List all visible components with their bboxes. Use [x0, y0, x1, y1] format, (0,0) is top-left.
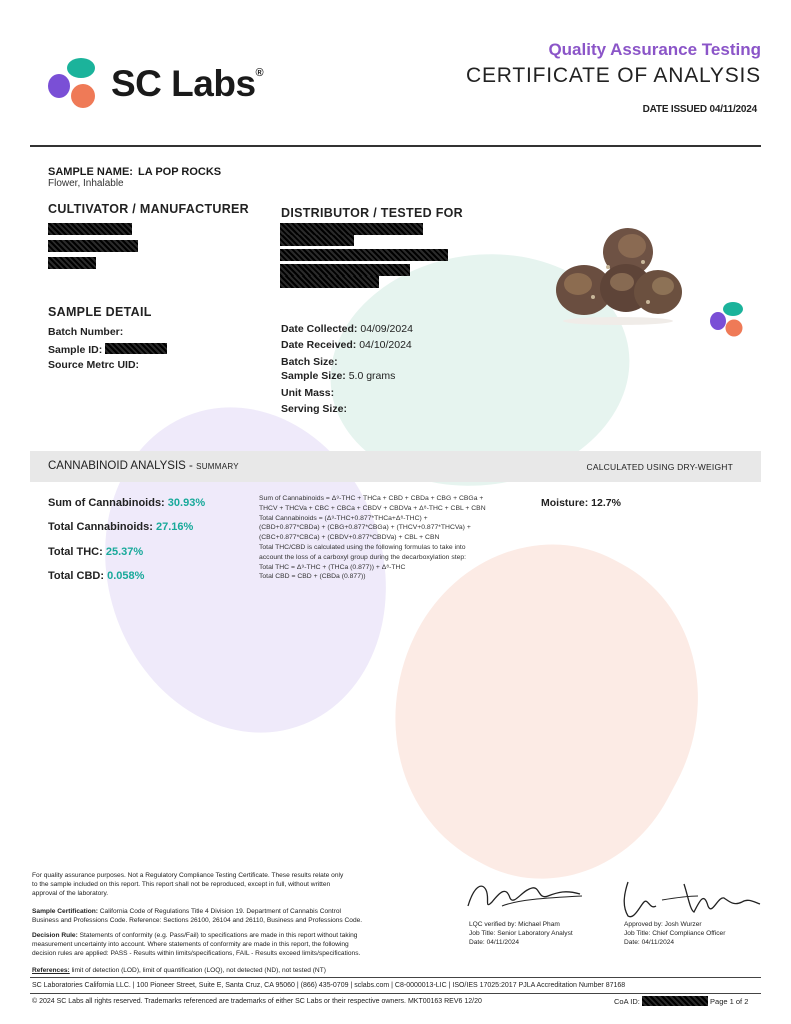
certification-line: Business and Professions Code. Reference: Sections 26100, 26104 and 26110, Business and Professions Code. [32, 917, 363, 924]
references-text: limit of detection (LOD), limit of quantification (LOQ), not detected (ND), not tested (NT) [71, 967, 326, 974]
batch-number: Batch Number: [48, 326, 124, 338]
sc-labs-logo-mark-icon [45, 55, 105, 111]
cannabinoid-heading-sub: SUMMARY [196, 462, 239, 471]
date-collected-label: Date Collected: [281, 323, 358, 335]
disclaimer-line: to the sample included on this report. This report shall not be reproduced, except in full, without written [32, 881, 331, 888]
calculation-note: CALCULATED USING DRY-WEIGHT [586, 462, 733, 472]
header-tagline: Quality Assurance Testing [548, 40, 761, 59]
sample-name-label: SAMPLE NAME: [48, 166, 133, 178]
formula-line: (CBD+0.877*CBDa) + (CBG+0.877*CBGa) + (THCV+0.877*THCVa) + [259, 524, 471, 532]
redacted-line [48, 240, 138, 252]
decision-label: Decision Rule: [32, 932, 78, 939]
formula-line: Sum of Cannabinoids = Δ⁹-THC + THCa + CBD + CBDa + CBG + CBGa + [259, 495, 484, 502]
disclaimer [32, 871, 432, 898]
decision-line: measurement uncertainty into account. Where statements of conformity are made in this report, the following [32, 941, 349, 948]
brand-name: SC Labs [111, 63, 256, 104]
sum-of-cannabinoids [48, 497, 205, 509]
formula-line: Total Cannabinoids = (Δ⁹-THC+0.877*THCa+Δ⁸-THC) + [259, 514, 428, 522]
redacted-line [280, 276, 379, 288]
sc-labs-mark-icon [708, 300, 748, 338]
address-line: SC Laboratories California LLC. | 100 Pioneer Street, Suite E, Santa Cruz, CA 95060 | (866) 435-0709 | sclabs.com | C8-0000013-LIC | ISO/IES 17025:2017 PJLA Accreditation Number 87168 [32, 982, 626, 989]
date-collected [281, 323, 413, 335]
total-thc [48, 546, 143, 558]
source-metrc-uid: Source Metrc UID: [48, 359, 140, 371]
copyright-line: © 2024 SC Labs all rights reserved. Trademarks referenced are trademarks of either SC Labs or their respective owners. MKT00163 REV6 12/20 [32, 998, 482, 1005]
date-received-value: 04/10/2024 [359, 339, 412, 351]
date-collected-value: 04/09/2024 [360, 323, 413, 335]
redacted-line [280, 235, 354, 246]
decision-line: Statements of conformity (e.g. Pass/Fail) to specifications are made in this report without taking [79, 932, 358, 939]
distributor-heading: DISTRIBUTOR / TESTED FOR [281, 206, 463, 220]
lqc-signature [462, 876, 592, 920]
disclaimer-line: approval of the laboratory. [32, 890, 109, 897]
document-title: CERTIFICATE OF ANALYSIS [466, 64, 761, 87]
sample-name [48, 166, 221, 178]
page-number: Page 1 of 2 [710, 997, 749, 1006]
approver-signature [614, 876, 764, 922]
thc-label: Total THC: [48, 546, 103, 558]
disclaimer-line: For quality assurance purposes. Not a Regulatory Compliance Testing Certificate. These results relate only [32, 872, 344, 879]
redacted-coa-id [642, 996, 708, 1006]
date-received [281, 339, 412, 351]
cannabinoid-heading-title: CANNABINOID ANALYSIS - [48, 460, 193, 472]
sample-size-value: 5.0 grams [348, 370, 396, 382]
distributor-redacted-block [280, 223, 448, 288]
signature-josh-wurzer-icon [614, 876, 764, 922]
cultivator-redacted-block [48, 223, 138, 269]
cannabinoid-heading [48, 460, 239, 472]
sample-id [48, 343, 167, 356]
lqc-info [469, 920, 573, 947]
brand-wordmark [111, 63, 263, 105]
formula-line: THCV + THCVa + CBC + CBCa + CBDV + CBDVa + Δ⁸-THC + CBL + CBN [259, 504, 486, 512]
total-value: 27.16% [155, 521, 194, 533]
references [32, 966, 452, 975]
date-received-label: Date Received: [281, 339, 357, 351]
certification-line: California Code of Regulations Title 4 Division 19. Department of Cannabis Control [99, 908, 341, 915]
batch-size: Batch Size: [281, 356, 338, 368]
sample-size-label: Sample Size: [281, 370, 346, 382]
formula-line: Total CBD = CBD + (CBDa (0.877)) [259, 573, 366, 581]
sample-type: Flower, Inhalable [48, 178, 124, 189]
total-cannabinoids [48, 521, 193, 533]
cbd-value: 0.058% [107, 570, 145, 582]
unit-mass: Unit Mass: [281, 387, 335, 399]
sample-size [281, 370, 395, 382]
redacted-line [48, 257, 96, 269]
decision-rule [32, 931, 442, 958]
formula-line: Total THC = Δ⁹-THC + (THCa (0.877)) + Δ⁸-THC [259, 563, 406, 571]
formula-line: Total THC/CBD is calculated using the following formulas to take into [259, 543, 466, 551]
approver-info [624, 920, 725, 947]
cannabis-flower-icon [548, 222, 688, 327]
sc-labs-logo [45, 55, 285, 115]
lqc-date: Date: 04/11/2024 [469, 939, 520, 946]
moisture: Moisture: 12.7% [541, 497, 621, 509]
sum-label: Sum of Cannabinoids: [48, 497, 165, 509]
redacted-line [280, 249, 448, 261]
redacted-line [280, 223, 423, 235]
sum-value: 30.93% [167, 497, 206, 509]
coa-id [614, 996, 748, 1006]
formula-line: (CBC+0.877*CBCa) + (CBDV+0.877*CBDVa) + CBL + CBN [259, 534, 440, 542]
small-logo-mark [708, 300, 748, 338]
redacted-sample-id [105, 343, 167, 354]
cbd-label: Total CBD: [48, 570, 105, 582]
lqc-verified-by: LQC verified by: Michael Pham [469, 921, 560, 928]
cultivator-heading: CULTIVATOR / MANUFACTURER [48, 202, 250, 216]
certification-label: Sample Certification: [32, 908, 98, 915]
header-divider [30, 145, 761, 147]
footer-divider-bottom [30, 993, 761, 994]
total-label: Total Cannabinoids: [48, 521, 153, 533]
serving-size: Serving Size: [281, 403, 347, 415]
formula-block [259, 494, 534, 582]
formula-line: account the loss of a carboxyl group during the decarboxylation step: [259, 553, 467, 561]
total-cbd [48, 570, 144, 582]
approver-date: Date: 04/11/2024 [624, 939, 675, 946]
redacted-line [48, 223, 132, 235]
sample-name-value: LA POP ROCKS [138, 166, 222, 178]
sample-id-label: Sample ID: [48, 344, 103, 356]
sample-certification [32, 907, 442, 925]
coa-id-label: CoA ID: [614, 997, 640, 1006]
decision-line: decision rules are applied: PASS - Results within limits/specifications, FAIL - Results exceed limits/specifications. [32, 950, 361, 957]
approved-by: Approved by: Josh Wurzer [624, 921, 702, 928]
lqc-job-title: Job Title: Senior Laboratory Analyst [469, 930, 573, 937]
references-label: References: [32, 967, 70, 974]
signature-michael-pham-icon [462, 876, 592, 920]
registered-mark: ® [255, 67, 264, 79]
thc-value: 25.37% [105, 546, 144, 558]
product-photo [548, 222, 688, 327]
redacted-line [280, 264, 410, 276]
approver-job-title: Job Title: Chief Compliance Officer [624, 930, 726, 937]
date-issued: DATE ISSUED 04/11/2024 [642, 104, 757, 115]
sample-detail-heading: SAMPLE DETAIL [48, 305, 152, 319]
footer-divider-top [30, 977, 761, 978]
